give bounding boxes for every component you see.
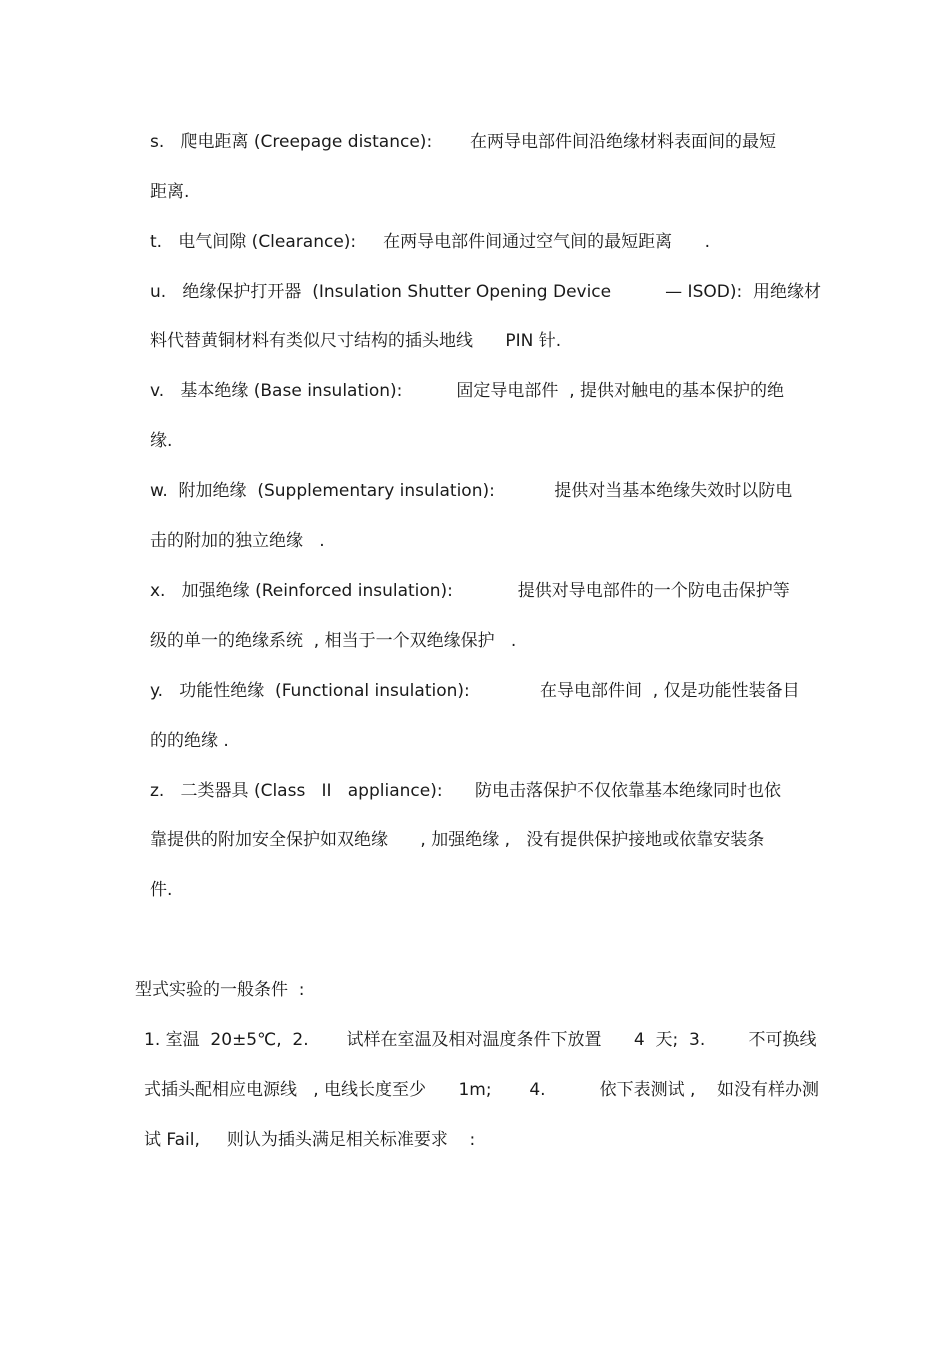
definition-z-line-2: 靠提供的附加安全保护如双绝缘 , 加强绝缘 , 没有提供保护接地或依靠安装条 [150, 830, 765, 850]
definition-u-line-1: u. 绝缘保护打开器 (Insulation Shutter Opening Device — ISOD): 用绝缘材 [150, 282, 822, 302]
definition-v-line-2: 缘. [150, 431, 173, 451]
definition-v-line-1: v. 基本绝缘 (Base insulation): 固定导电部件 , 提供对触电的基本保护的绝 [150, 381, 785, 401]
definition-u-line-2: 料代替黄铜材料有类似尺寸结构的插头地线 PIN 针. [150, 331, 562, 351]
definition-x-line-1: x. 加强绝缘 (Reinforced insulation): 提供对导电部件的一个防电击保护等 [150, 581, 790, 601]
condition-line-3: 试 Fail, 则认为插头满足相关标准要求 : [144, 1130, 476, 1150]
condition-line-1: 1. 室温 20±5℃, 2. 试样在室温及相对温度条件下放置 4 天; 3. 不可换线 [144, 1030, 817, 1050]
definition-z-line-3: 件. [150, 880, 173, 900]
definition-x-line-2: 级的单一的绝缘系统 , 相当于一个双绝缘保护 . [150, 631, 517, 651]
definition-s-line-2: 距离. [150, 182, 190, 202]
definition-z-line-1: z. 二类器具 (Class II appliance): 防电击落保护不仅依靠基本绝缘同时也依 [150, 781, 781, 801]
definition-y-line-1: y. 功能性绝缘 (Functional insulation): 在导电部件间 , 仅是功能性装备目 [150, 681, 800, 701]
definition-t-line-1: t. 电气间隙 (Clearance): 在两导电部件间通过空气间的最短距离 . [150, 232, 710, 252]
definition-s-line-1: s. 爬电距离 (Creepage distance): 在两导电部件间沿绝缘材料表面间的最短 [150, 132, 776, 152]
definition-w-line-2: 击的附加的独立绝缘 . [150, 531, 325, 551]
definition-y-line-2: 的的绝缘 . [150, 731, 229, 751]
section-title: 型式实验的一般条件 : [135, 980, 305, 1000]
condition-line-2: 式插头配相应电源线 , 电线长度至少 1m; 4. 依下表测试 , 如没有样办测 [144, 1080, 820, 1100]
definition-w-line-1: w. 附加绝缘 (Supplementary insulation): 提供对当基本绝缘失效时以防电 [150, 481, 793, 501]
